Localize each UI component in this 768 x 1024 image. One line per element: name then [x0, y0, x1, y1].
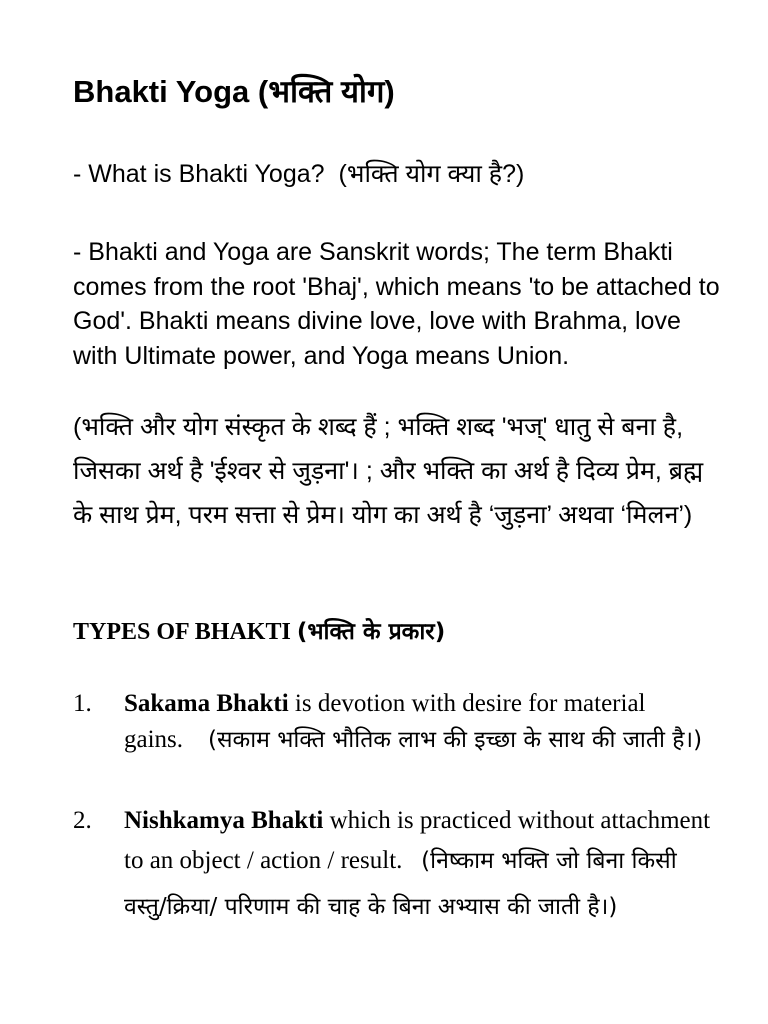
list-item-term: Sakama Bhakti — [124, 690, 289, 717]
question-hindi: (भक्ति योग क्या है?) — [338, 160, 525, 188]
types-heading — [73, 612, 445, 652]
list-item-body — [124, 686, 714, 758]
definition-english: - Bhakti and Yoga are Sanskrit words; The term Bhakti comes from the root 'Bhaj', which means 'to be attached to God'. Bhakti means divine love, love with Brahma, love with Ultimate power, and Yoga means Union. — [73, 238, 720, 370]
list-item-number: 2. — [73, 807, 92, 834]
question-english: - What is Bhakti Yoga? — [73, 160, 325, 188]
list-item-description: is devotion with desire for material gains. — [124, 690, 646, 753]
page-title: Bhakti Yoga (भक्ति योग) — [73, 74, 395, 109]
list-item-description: which is practiced without attachment to an object / action / result. — [124, 807, 711, 874]
list-item-body — [124, 804, 714, 930]
definition-hindi: (भक्ति और योग संस्कृत के शब्द हैं ; भक्ति शब्द 'भज्' धातु से बना है, जिसका अर्थ है 'ईश्वर से जुड़ना'। ; और भक्ति का अर्थ है दिव्य प्रेम, ब्रह्म के साथ प्रेम, परम सत्ता से प्रेम। योग का अर्थ है ‘जुड़ना’ अथवा ‘मिलन’) — [73, 413, 704, 529]
types-heading-hindi: (भक्ति के प्रकार) — [296, 619, 446, 645]
list-item-hindi: (निष्काम भक्ति जो बिना किसी वस्तु/क्रिया/ परिणाम की चाह के बिना अभ्यास की जाती है।) — [124, 848, 677, 920]
list-item-term: Nishkamya Bhakti — [124, 807, 324, 834]
question-line — [73, 156, 524, 192]
types-heading-english: TYPES OF BHAKTI — [73, 619, 291, 645]
list-item-hindi: (सकाम भक्ति भौतिक लाभ की इच्छा के साथ की जाती है।) — [208, 727, 703, 753]
list-item-number: 1. — [73, 690, 92, 717]
